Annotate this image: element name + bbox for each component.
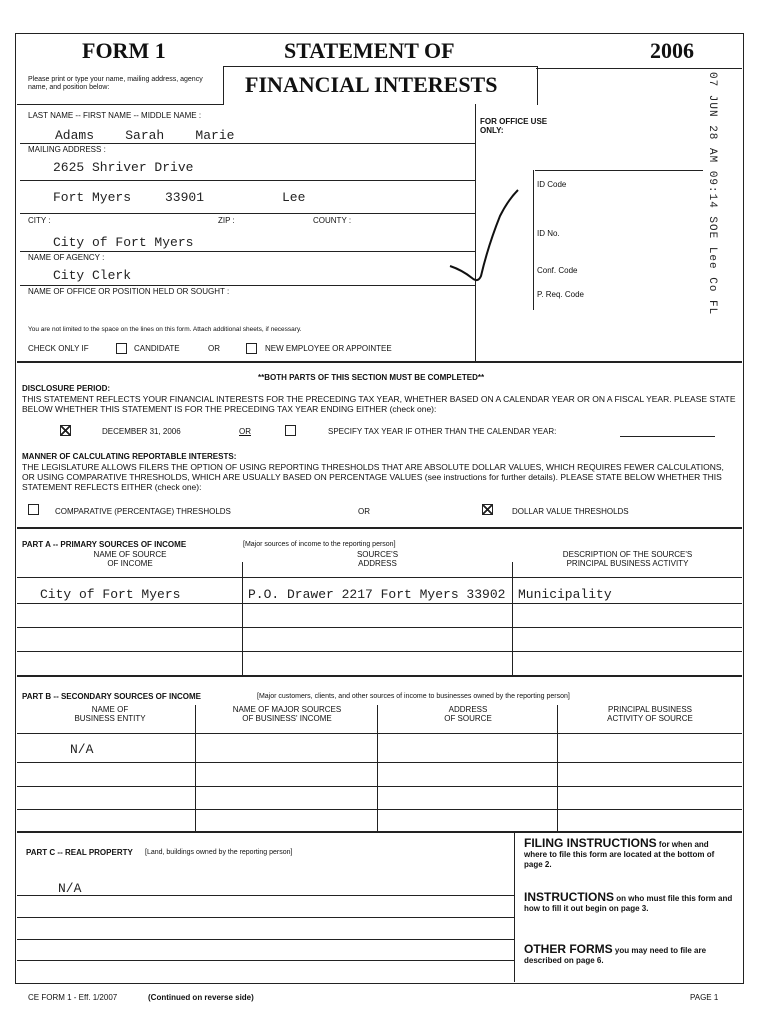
position-label: NAME OF OFFICE OR POSITION HELD OR SOUGHT :	[28, 287, 230, 296]
conf-code-label: Conf. Code	[537, 266, 578, 275]
city-label: CITY :	[28, 216, 51, 225]
dollar-checkbox[interactable]	[482, 504, 493, 515]
county-typed: Lee	[282, 190, 306, 205]
id-code-label: ID Code	[537, 180, 567, 189]
part-a-col3: DESCRIPTION OF THE SOURCE'S PRINCIPAL BUSINESS ACTIVITY	[562, 550, 693, 568]
part-a-row1-name: City of Fort Myers	[40, 587, 181, 602]
or-dec-label: OR	[239, 427, 251, 436]
form-year: 2006	[650, 38, 694, 63]
office-use-label: FOR OFFICE USE ONLY:	[480, 117, 548, 135]
zip-label: ZIP :	[218, 216, 235, 225]
dollar-label: DOLLAR VALUE THRESHOLDS	[512, 507, 629, 516]
disclosure-text: THIS STATEMENT REFLECTS YOUR FINANCIAL INTERESTS FOR THE PRECEDING TAX YEAR, WHETHER BASED ON A CALENDAR YEAR OR ON A FISCAL YEAR. PLEASE STATE BELOW WHETHER THIS STATEMENT IS FOR THE PRECEDING TAX YEAR ENDING EITHER (check one):	[22, 394, 736, 414]
footer-page: PAGE 1	[690, 993, 719, 1002]
part-c-row1: N/A	[58, 881, 82, 896]
new-employee-checkbox[interactable]	[246, 343, 257, 354]
position-value: City Clerk	[53, 268, 132, 283]
part-c-note: [Land, buildings owned by the reporting person]	[145, 849, 293, 856]
part-b-col2: NAME OF MAJOR SOURCES OF BUSINESS' INCOME	[232, 705, 342, 723]
id-no-label: ID No.	[537, 229, 560, 238]
space-note: You are not limited to the space on the lines on this form. Attach additional sheets, if necessary.	[28, 326, 302, 333]
title-line1: STATEMENT OF	[284, 38, 455, 63]
zip-typed: 33901	[165, 190, 205, 205]
manner-text: THE LEGISLATURE ALLOWS FILERS THE OPTION OF USING REPORTING THRESHOLDS THAT ARE ABSOLUTE DOLLAR VALUES, WHICH REQUIRES FEWER CALCULATIONS, OR USING COMPARATIVE THRESHOLDS, WHICH ARE USUALLY BASED ON PERCENTAGE VALUES (see instructions for further details). PLEASE STATE BELOW WHETHER THIS STATEMENT REFLECTS EITHER (check one):	[22, 462, 724, 492]
agency-value: City of Fort Myers	[53, 235, 194, 250]
part-b-heading: PART B -- SECONDARY SOURCES OF INCOME	[22, 692, 201, 701]
title-line2: FINANCIAL INTERESTS	[245, 72, 498, 97]
print-note: Please print or type your name, mailing address, agency name, and position below:	[28, 76, 203, 91]
candidate-checkbox[interactable]	[116, 343, 127, 354]
address-line1: 2625 Shriver Drive	[53, 160, 194, 175]
or-label: OR	[208, 344, 220, 353]
part-b-row1: N/A	[70, 742, 94, 757]
p-req-code-label: P. Req. Code	[537, 290, 584, 299]
received-stamp: 07 JUN 28 AM 09:14 SOE Lee Co FL	[706, 72, 718, 316]
instructions-block	[524, 892, 734, 914]
filing-instructions	[524, 838, 734, 870]
dec31-label: DECEMBER 31, 2006	[102, 427, 181, 436]
new-employee-label: NEW EMPLOYEE OR APPOINTEE	[265, 344, 392, 353]
part-b-col1: NAME OF BUSINESS ENTITY	[74, 705, 146, 723]
check-only-label: CHECK ONLY IF	[28, 344, 89, 353]
comparative-label: COMPARATIVE (PERCENTAGE) THRESHOLDS	[55, 507, 231, 516]
name-label: LAST NAME -- FIRST NAME -- MIDDLE NAME :	[28, 111, 202, 120]
both-parts-note: **BOTH PARTS OF THIS SECTION MUST BE COMPLETED**	[258, 373, 485, 382]
dec31-checkbox[interactable]	[60, 425, 71, 436]
county-label: COUNTY :	[313, 216, 352, 225]
part-a-row1-address: P.O. Drawer 2217 Fort Myers 33902	[248, 587, 506, 602]
part-a-note: [Major sources of income to the reporting person]	[243, 541, 396, 548]
filing-text: for when and where to file this form are located at the bottom of page 2.	[524, 840, 715, 869]
part-b-note: [Major customers, clients, and other sources of income to businesses owned by the reporting person]	[257, 693, 570, 700]
part-a-heading: PART A -- PRIMARY SOURCES OF INCOME	[22, 540, 187, 549]
mailing-label: MAILING ADDRESS :	[28, 145, 106, 154]
candidate-label: CANDIDATE	[134, 344, 180, 353]
part-a-col2: SOURCE'S ADDRESS	[356, 550, 399, 568]
part-b-col3: ADDRESS OF SOURCE	[444, 705, 492, 723]
checkmark-mark	[448, 186, 528, 288]
filer-name: Adams Sarah Marie	[55, 128, 235, 143]
filing-heading: FILING INSTRUCTIONS	[524, 836, 657, 850]
disclosure-heading: DISCLOSURE PERIOD:	[22, 384, 111, 393]
comparative-checkbox[interactable]	[28, 504, 39, 515]
manner-heading: MANNER OF CALCULATING REPORTABLE INTERESTS:	[22, 452, 237, 461]
fiscal-checkbox[interactable]	[285, 425, 296, 436]
other-heading: OTHER FORMS	[524, 942, 613, 956]
form-number: FORM 1	[82, 38, 166, 63]
instr-heading: INSTRUCTIONS	[524, 890, 614, 904]
part-c-heading: PART C -- REAL PROPERTY	[26, 848, 133, 857]
agency-label: NAME OF AGENCY :	[28, 253, 105, 262]
footer-continued: (Continued on reverse side)	[148, 993, 254, 1002]
footer-form-id: CE FORM 1 - Eff. 1/2007	[28, 993, 118, 1002]
city-typed: Fort Myers	[53, 190, 132, 205]
specify-label: SPECIFY TAX YEAR IF OTHER THAN THE CALENDAR YEAR:	[328, 427, 557, 436]
other-text: you may need to file are described on page 6.	[524, 946, 707, 965]
instr-text: on who must file this form and how to fill it out begin on page 3.	[524, 894, 733, 913]
part-a-row1-desc: Municipality	[518, 587, 612, 602]
part-b-col4: PRINCIPAL BUSINESS ACTIVITY OF SOURCE	[607, 705, 693, 723]
other-forms-block	[524, 944, 734, 966]
part-a-col1: NAME OF SOURCE OF INCOME	[93, 550, 167, 568]
or-manner-label: OR	[358, 507, 370, 516]
